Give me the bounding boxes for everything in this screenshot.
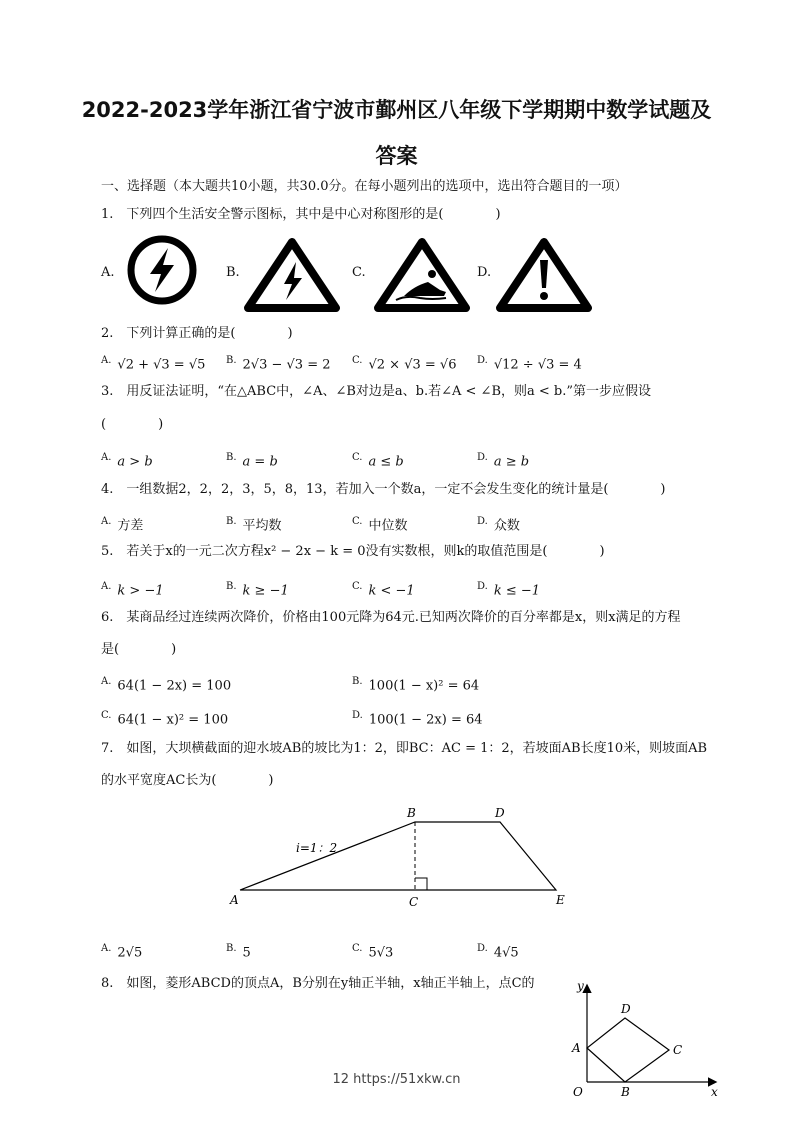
q7-option-a: $^{A.}$ 2√5 [101, 943, 143, 961]
dam-label-e: E [556, 893, 565, 907]
page-title-line2: 答案 [375, 144, 418, 168]
question-6-stem-line2: 是( ) [101, 642, 177, 657]
q4-option-d: $^{D.}$ 众数 [477, 516, 520, 534]
dam-label-c: C [409, 895, 419, 909]
page-footer: 12 https://51xkw.cn [332, 1072, 461, 1087]
origin-label: O [573, 1085, 583, 1099]
q4-option-a: $^{A.}$ 方差 [101, 516, 144, 534]
q3-option-b: $^{B.}$ a = b [226, 452, 278, 470]
electric-warning-triangle-icon [244, 238, 340, 312]
question-4-stem: 4. 一组数据2，2，2，3，5，8，13，若加入一个数a，一定不会发生变化的统计量是( ) [101, 482, 666, 497]
q3-option-d: $^{D.}$ a ≥ b [477, 452, 530, 470]
q3-option-c: $^{C.}$ a ≤ b [352, 452, 404, 470]
dam-cross-section-figure [220, 800, 580, 915]
question-2-stem: 2. 下列计算正确的是( ) [101, 326, 293, 341]
q6-option-a: $^{A.}$ 64(1 − 2x) = 100 [101, 676, 232, 694]
q7-option-b: $^{B.}$ 5 [226, 943, 251, 961]
q5-option-c: $^{C.}$ k < −1 [352, 581, 415, 599]
q1-label-d: D. [477, 265, 492, 280]
page-title: 2022-2023学年浙江省宁波市鄞州区八年级下学期期中数学试题及 [81, 98, 712, 122]
q2-option-d: $^{D.}$ √12 ÷ √3 = 4 [477, 355, 582, 373]
question-3-stem: 3. 用反证法证明，“在△ABC中，∠A、∠B对边是a、b.若∠A < ∠B，则a < b.”第一步应假设 [101, 384, 651, 399]
rhombus-label-a: A [572, 1041, 581, 1055]
q2-option-c: $^{C.}$ √2 × √3 = √6 [352, 355, 457, 373]
dam-label-a: A [230, 893, 239, 907]
lightning-circle-icon [126, 234, 198, 306]
exclamation-warning-triangle-icon [496, 238, 592, 312]
q2-option-a: $^{A.}$ √2 + √3 = √5 [101, 355, 206, 373]
rhombus-label-b: B [621, 1085, 630, 1099]
rhombus-label-d: D [621, 1002, 631, 1016]
q4-option-c: $^{C.}$ 中位数 [352, 516, 408, 534]
y-axis-label: y [577, 979, 584, 993]
q6-option-b: $^{B.}$ 100(1 − x)² = 64 [352, 676, 480, 694]
q7-option-c: $^{C.}$ 5√3 [352, 943, 394, 961]
dam-label-d: D [495, 806, 505, 820]
question-5-stem: 5. 若关于x的一元二次方程x² − 2x − k = 0没有实数根，则k的取值范围是( ) [101, 544, 605, 559]
question-6-stem: 6. 某商品经过连续两次降价，价格由100元降为64元.已知两次降价的百分率都是x，则x满足的方程 [101, 610, 681, 625]
q6-option-c: $^{C.}$ 64(1 − x)² = 100 [101, 710, 229, 728]
q5-option-d: $^{D.}$ k ≤ −1 [477, 581, 541, 599]
slippery-warning-triangle-icon [374, 238, 470, 312]
q6-option-d: $^{D.}$ 100(1 − 2x) = 64 [352, 710, 483, 728]
q2-option-b: $^{B.}$ 2√3 − √3 = 2 [226, 355, 331, 373]
q5-option-b: $^{B.}$ k ≥ −1 [226, 581, 289, 599]
question-8-stem: 8. 如图，菱形ABCD的顶点A，B分别在y轴正半轴，x轴正半轴上，点C的 [101, 976, 535, 991]
rhombus-label-c: C [673, 1043, 683, 1057]
x-axis-label: x [711, 1085, 718, 1099]
q4-option-b: $^{B.}$ 平均数 [226, 516, 282, 534]
q1-label-c: C. [352, 265, 366, 280]
q1-label-a: A. [101, 265, 115, 280]
slope-ratio-label: i=1：2 [296, 841, 338, 855]
q3-option-a: $^{A.}$ a > b [101, 452, 153, 470]
question-7-stem: 7. 如图，大坝横截面的迎水坡AB的坡比为1：2，即BC：AC = 1：2，若坡面AB长度10米，则坡面AB [101, 741, 708, 756]
question-1-stem: 1. 下列四个生活安全警示图标，其中是中心对称图形的是( ) [101, 207, 501, 222]
question-7-stem-line2: 的水平宽度AC长为( ) [101, 773, 274, 788]
dam-label-b: B [407, 806, 416, 820]
q5-option-a: $^{A.}$ k > −1 [101, 581, 164, 599]
question-3-stem-line2: ( ) [101, 417, 164, 432]
q1-label-b: B. [226, 265, 240, 280]
section-heading: 一、选择题（本大题共10小题，共30.0分。在每小题列出的选项中，选出符合题目的一项） [101, 179, 628, 194]
q7-option-d: $^{D.}$ 4√5 [477, 943, 519, 961]
